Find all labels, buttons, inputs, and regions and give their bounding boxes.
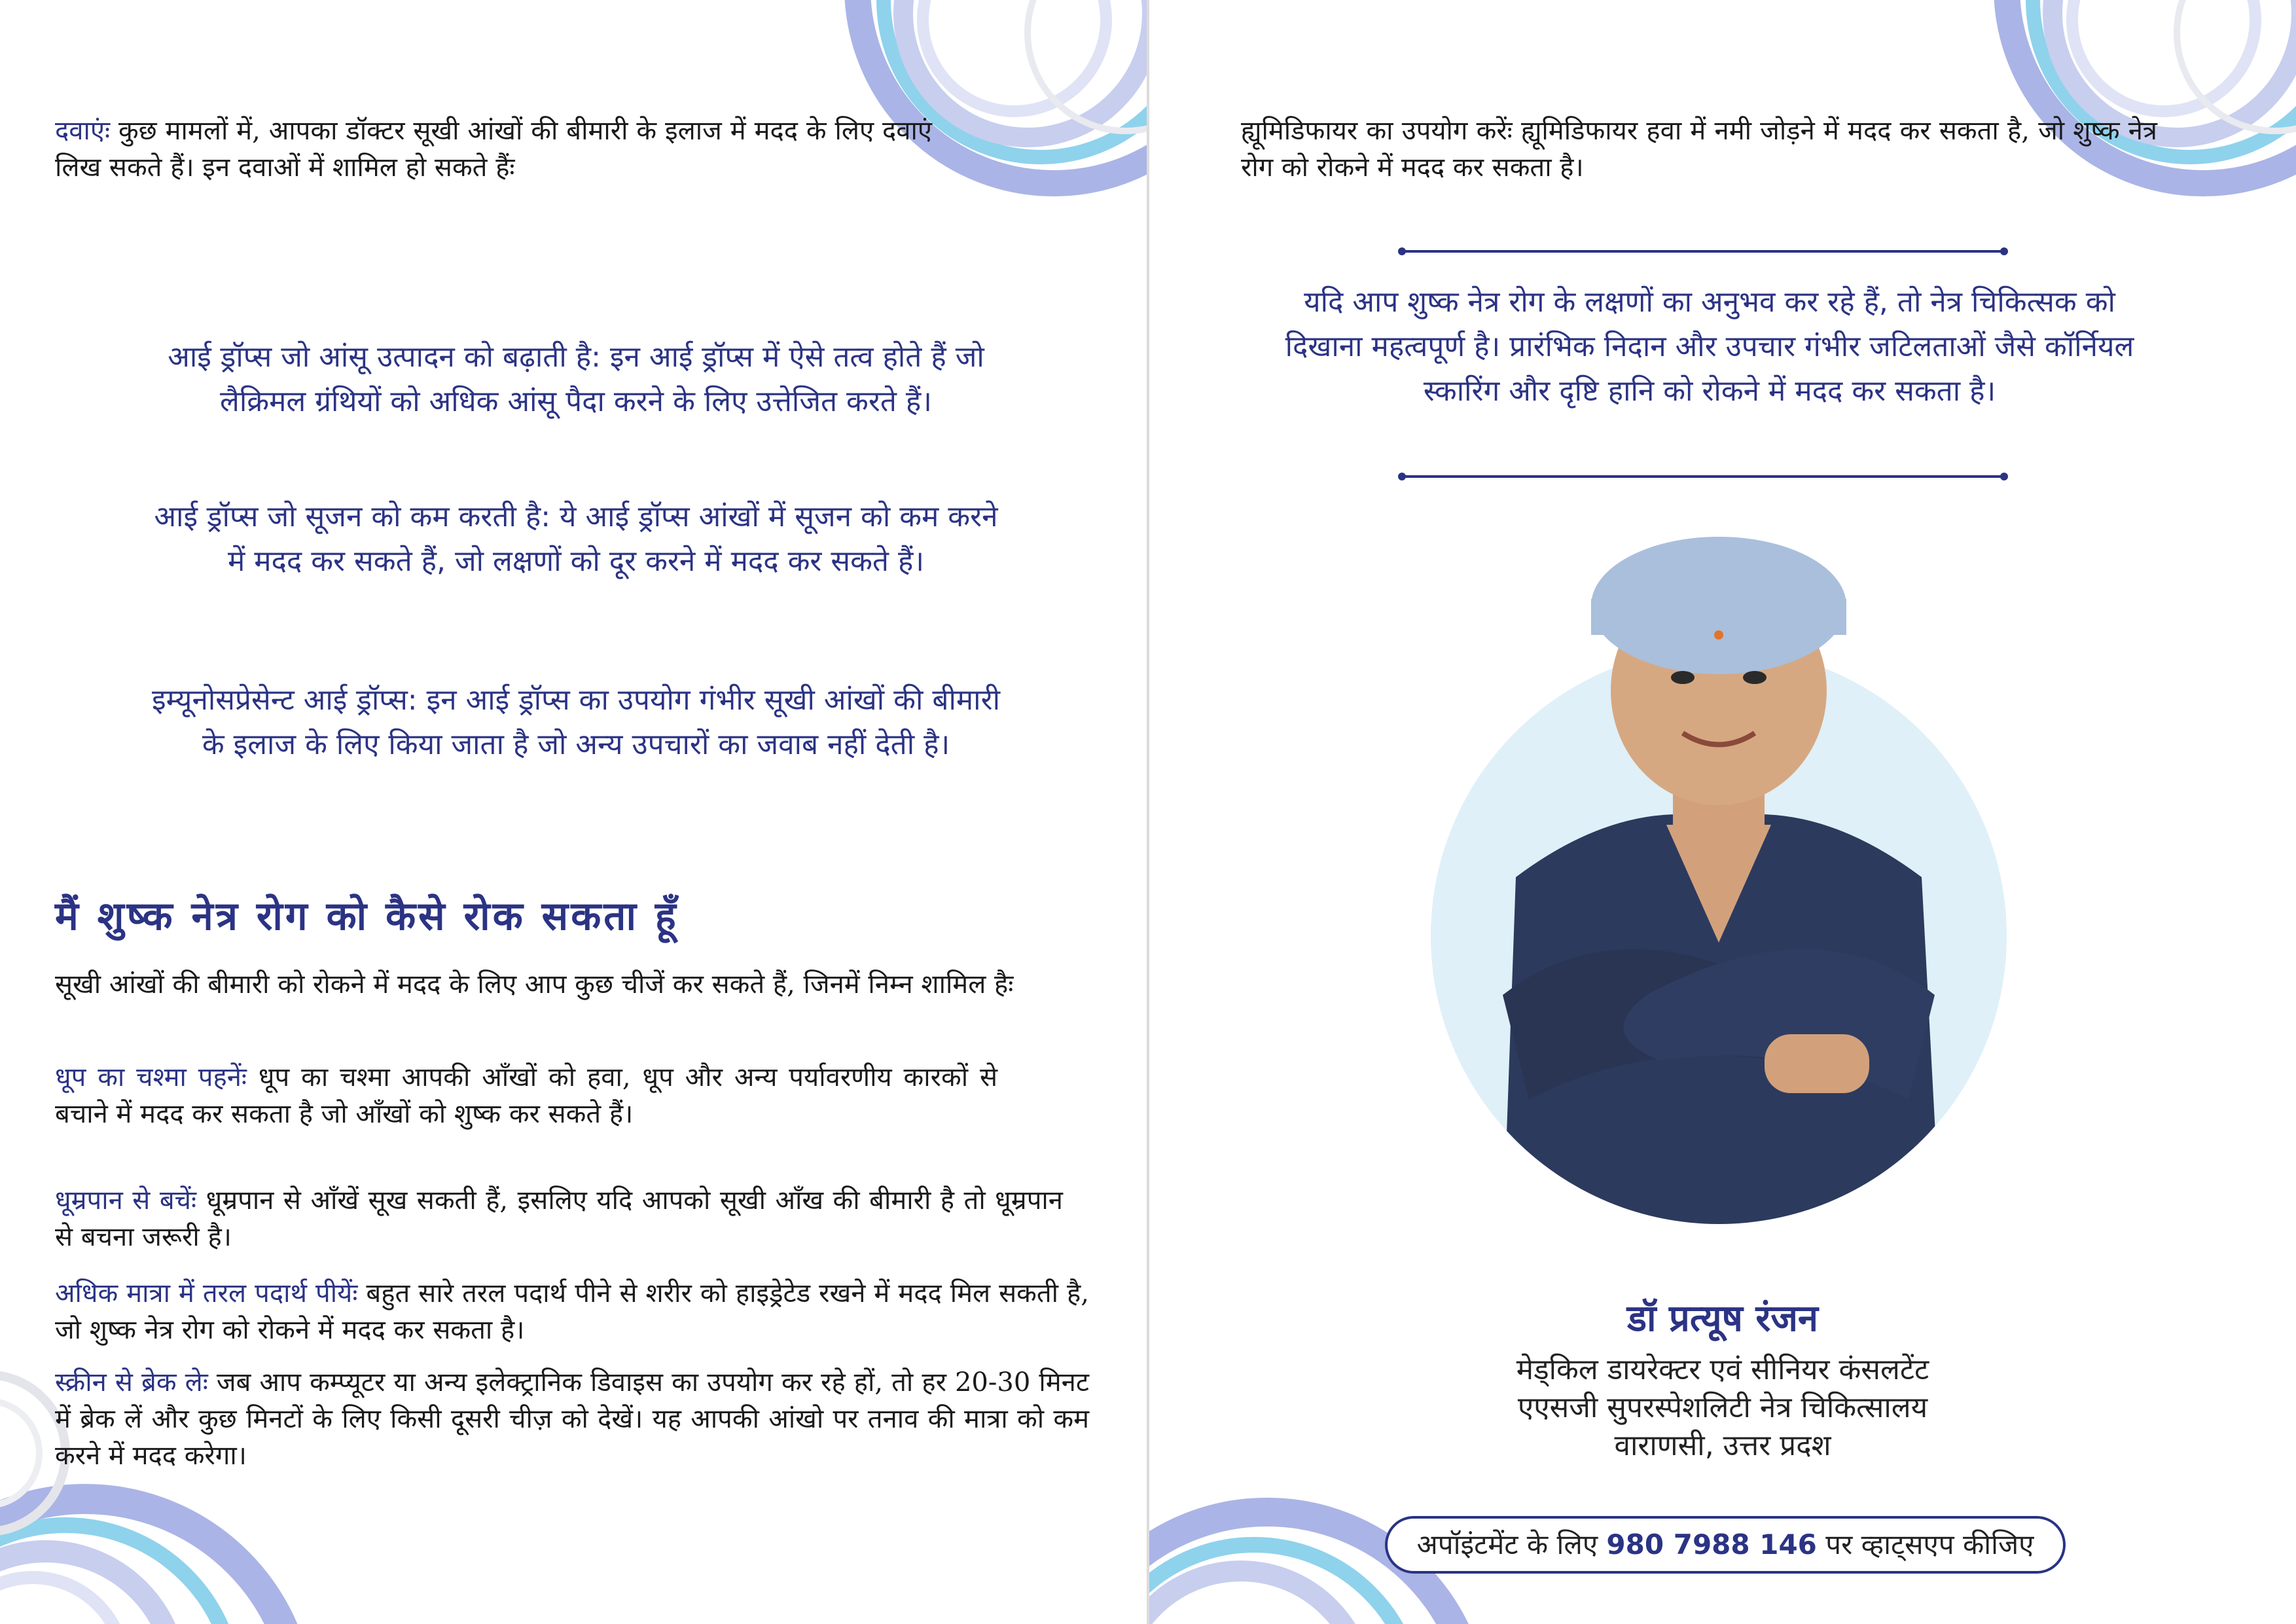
doctor-hospital: एएसजी सुपरस्पेशलिटी नेत्र चिकित्सालय [1517,1391,1928,1424]
appointment-suffix: पर व्हाट्सएप कीजिए [1816,1528,2034,1561]
callout-text: यदि आप शुष्क नेत्र रोग के लक्षणों का अनुभव कर रहे हैं, तो नेत्र चिकित्सक को दिखाना महत्वपूर्ण है। प्रारंभिक निदान और उपचार गंभीर जटिलताओं जैसे कॉर्नियल स्कारिंग और दृष्टि हानि को रोकने में मदद कर सकता है। [1285,285,2134,408]
prevention-intro: सूखी आंखों की बीमारी को रोकने में मदद के लिए आप कुछ चीजें कर सकते हैं, जिनमें निम्न शामिल हैः [55,969,1014,1000]
callout-divider-top [1402,250,2004,253]
tip-screen-break-label: स्क्रीन से ब्रेक लेः [55,1367,208,1398]
humidifier-label: ह्यूमिडिफायर का उपयोग करेंः [1241,116,1513,146]
prevention-heading: मैं शुष्क नेत्र रोग को कैसे रोक सकता हूँ [55,893,679,939]
decorative-swirl-top-right [818,0,1147,223]
tip-smoking-text: धूम्रपान से ऑंखें सूख सकती हैं, इसलिए यदि आपको सूखी ऑंख की बीमारी है तो धूम्रपान से बचना जरूरी है। [55,1185,1063,1252]
tip-fluids-label: अधिक मात्रा में तरल पदार्थ पीयेंः [55,1278,358,1308]
left-page [0,0,1147,1624]
doctor-photo [1424,537,2013,1244]
appointment-banner[interactable] [1385,1516,2066,1574]
appointment-phone[interactable]: 980 7988 146 [1606,1528,1817,1561]
humidifier-text: ह्यूमिडिफायर हवा में नमी जोड़ने में मदद कर सकता है, जो शुष्क नेत्र रोग को रोकने में मदद कर सकता है। [1241,116,2157,183]
drops-immunosuppressant: इम्यूनोसप्रेसेन्ट आई ड्रॉप्स: इन आई ड्रॉप्स का उपयोग गंभीर सूखी आंखों की बीमारी के इलाज के लिए किया जाता है जो अन्य उपचारों का जवाब नहीं देती है। [152,683,1000,761]
doctor-title: मेड्किल डायरेक्टर एवं सीनियर कंसलटेंट [1516,1353,1929,1386]
medicines-text: कुछ मामलों में, आपका डॉक्टर सूखी आंखों की बीमारी के इलाज में मदद के लिए दवाएं लिख सकते हैं। इन दवाओं में शामिल हो सकते हैंः [55,116,932,183]
tip-sunglasses-label: धूप का चश्मा पहनेंः [55,1062,247,1092]
tip-smoking [55,1182,1063,1255]
callout-divider-bottom [1402,475,2004,478]
decorative-swirl-top-right [1967,0,2296,223]
humidifier-paragraph [1241,113,2157,186]
appointment-prefix: अपॉइंटमेंट के लिए [1416,1528,1607,1561]
tip-fluids [55,1275,1089,1348]
tip-sunglasses-text: धूप का चश्मा आपकी ऑंखों को हवा, धूप और अन्य पर्यावरणीय कारकों से बचाने में मदद कर सकता है जो ऑंखों को शुष्क कर सकते हैं। [55,1062,997,1129]
decorative-swirl-bottom-left [0,1460,340,1624]
doctor-location: वाराणसी, उत्तर प्रदश [1614,1429,1831,1462]
tip-screen-break-text: जब आप कम्प्यूटर या अन्य इलेक्ट्रानिक डिवाइस का उपयोग कर रहे हों, तो हर 20-30 मिनट में ब्रेक लें और कुछ मिनटों के लिए किसी दूसरी चीज़ को देखें। यह आपकी आंखो पर तनाव की मात्रा को कम करने में मदद करेगा। [55,1367,1089,1471]
doctor-name: डॉ प्रत्यूष रंजन [1627,1297,1818,1340]
tip-screen-break [55,1364,1089,1474]
tip-smoking-label: धूम्रपान से बचेंः [55,1185,197,1216]
medicines-paragraph [55,113,932,186]
drops-tear-production: आई ड्रॉप्स जो आंसू उत्पादन को बढ़ाती है: इन आई ड्रॉप्स में ऐसे तत्व होते हैं जो लैक्रिमल ग्रंथियों को अधिक आंसू पैदा करने के लिए उत्तेजित करते हैं। [168,340,984,418]
medicines-label: दवाएंः [55,116,111,146]
right-page [1149,0,2296,1624]
drops-inflammation: आई ड्रॉप्स जो सूजन को कम करती है: ये आई ड्रॉप्स आंखों में सूजन को कम करने में मदद कर सकते हैं, जो लक्षणों को दूर करने में मदद कर सकते हैं। [154,500,998,578]
tip-sunglasses [55,1059,997,1132]
tip-fluids-text: बहुत सारे तरल पदार्थ पीने से शरीर को हाइड्रेटेड रखने में मदद मिल सकती है, जो शुष्क नेत्र रोग को रोकने में मदद कर सकता है। [55,1278,1089,1345]
